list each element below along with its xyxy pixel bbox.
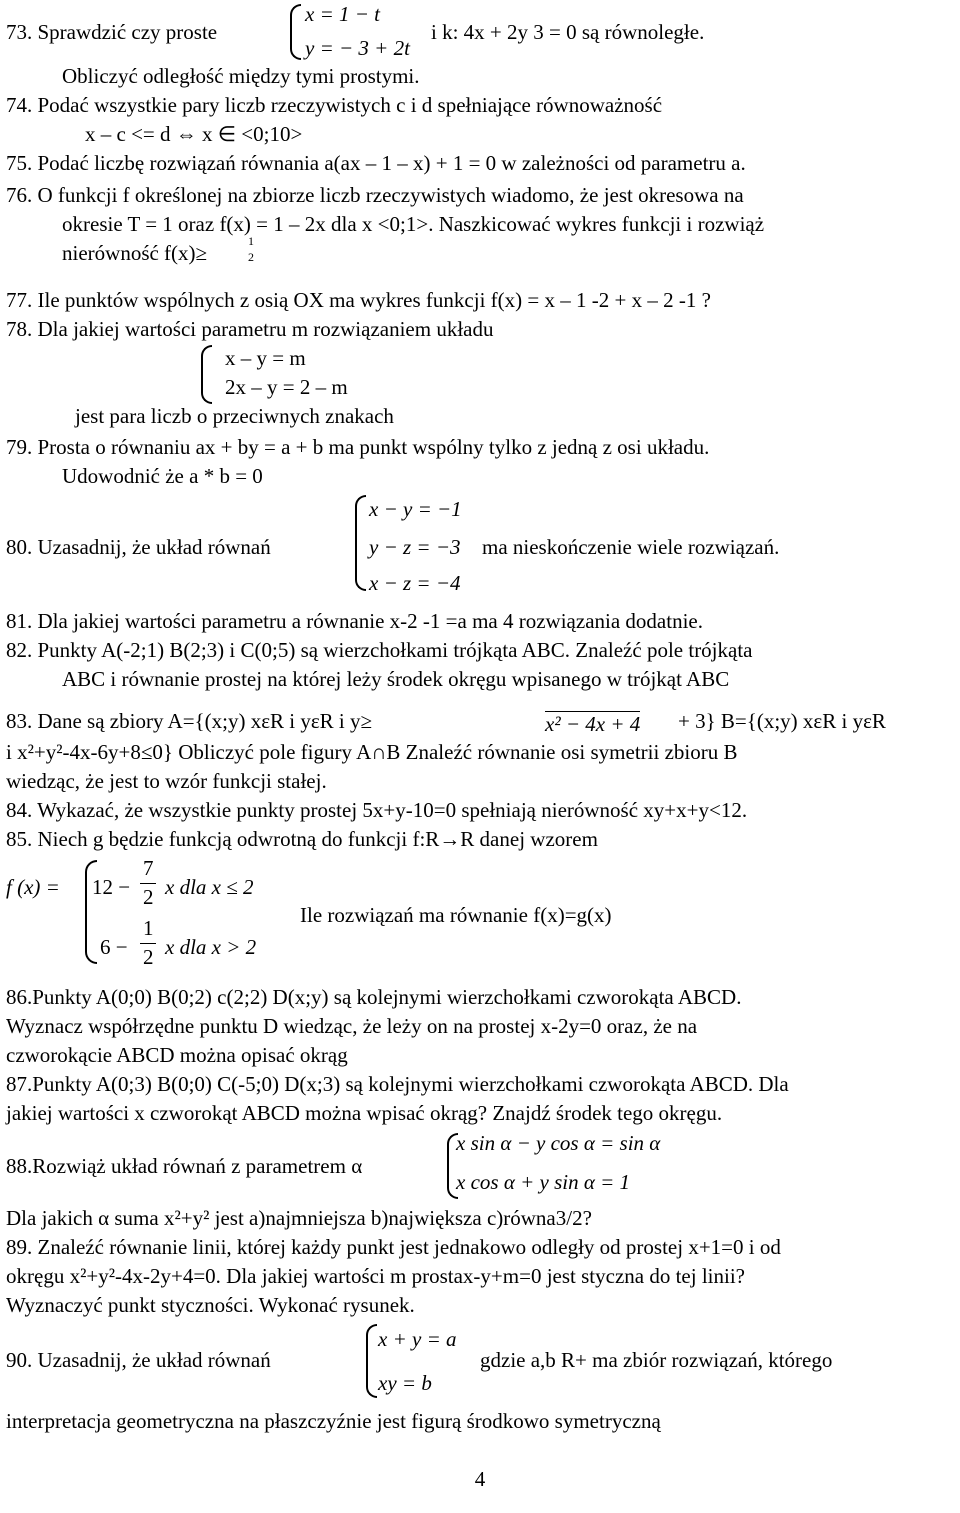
problem-84-line1: 84. Wykazać, że wszystkie punkty prostej 5x+y-10=0 spełniają nierówność xy+x+y<12. <box>6 798 748 822</box>
system-brace <box>201 345 212 404</box>
problem-76-line1: 76. O funkcji f określonej na zbiorze liczb rzeczywistych wiadomo, że jest okresowa na <box>6 183 744 207</box>
problem-83-line2: i x²+y²-4x-6y+8≤0} Obliczyć pole figury A∩B Znaleźć równanie osi symetrii zbioru B <box>6 740 738 764</box>
problem-90-eq1: x + y = a <box>378 1327 457 1351</box>
problem-83-line3: wiedząc, że jest to wzór funkcji stałej. <box>6 769 327 793</box>
problem-73-prefix: 73. Sprawdzić czy proste <box>6 20 218 44</box>
case1-denominator: 2 <box>143 885 154 909</box>
problem-88-eq2: x cos α + y sin α = 1 <box>456 1170 631 1194</box>
case2-denominator: 2 <box>143 945 154 969</box>
problem-80-eq3: x − z = −4 <box>369 571 461 595</box>
problem-80-prefix: 80. Uzasadnij, że układ równań <box>6 535 271 559</box>
page-number: 4 <box>474 1467 486 1491</box>
problem-73-eq2: y = − 3 + 2t <box>305 36 410 60</box>
problem-88-line3: Dla jakich α suma x²+y² jest a)najmniejsza b)największa c)równa3/2? <box>6 1206 592 1230</box>
problem-79-line2: Udowodnić że a * b = 0 <box>62 464 263 488</box>
problem-88-eq1: x sin α − y cos α = sin α <box>456 1131 661 1155</box>
problem-83-sqrt: x² − 4x + 4 <box>545 712 641 736</box>
problem-75-line1: 75. Podać liczbę rozwiązań równania a(ax – 1 – x) + 1 = 0 w zależności od parametru a. <box>6 151 746 175</box>
case1-tail: x dla x ≤ 2 <box>165 875 254 899</box>
problem-89-line3: Wyznaczyć punkt styczności. Wykonać rysunek. <box>6 1293 415 1317</box>
fraction-bar <box>140 883 156 884</box>
case2-numerator: 1 <box>143 916 154 940</box>
problem-85-question: Ile rozwiązań ma równanie f(x)=g(x) <box>300 903 612 927</box>
problem-80-suffix: ma nieskończenie wiele rozwiązań. <box>482 535 780 559</box>
problem-74-line2: x – c <= d ⇔ x ∈ <0;10> <box>85 122 303 146</box>
problem-74-line1: 74. Podać wszystkie pary liczb rzeczywistych c i d spełniające równoważność <box>6 93 663 117</box>
problem-90-prefix: 90. Uzasadnij, że układ równań <box>6 1348 271 1372</box>
problem-76-line3: nierówność f(x)≥ <box>62 241 208 265</box>
system-brace <box>290 4 301 60</box>
problem-80-eq2: y − z = −3 <box>369 535 461 559</box>
problem-86-line2: Wyznacz współrzędne punktu D wiedząc, że leży on na prostej x-2y=0 oraz, że na <box>6 1014 698 1038</box>
fraction-numerator: 1 <box>248 234 254 248</box>
fraction-denominator: 2 <box>248 250 254 264</box>
problem-81-line1: 81. Dla jakiej wartości parametru a równanie x-2 -1 =a ma 4 rozwiązania dodatnie. <box>6 609 703 633</box>
problem-90-suffix: gdzie a,b R+ ma zbiór rozwiązań, którego <box>480 1348 833 1372</box>
problem-78-eq1: x – y = m <box>225 346 306 370</box>
problem-85-line1: 85. Niech g będzie funkcją odwrotną do funkcji f:R→R danej wzorem <box>6 827 598 851</box>
case1-numerator: 7 <box>143 856 154 880</box>
problem-82-line1: 82. Punkty A(-2;1) B(2;3) i C(0;5) są wierzchołkami trójkąta ABC. Znaleźć pole trójkąta <box>6 638 753 662</box>
problem-87-line2: jakiej wartości x czworokąt ABCD można wpisać okrąg? Znajdź środek tego okręgu. <box>6 1101 723 1125</box>
problem-78-line1: 78. Dla jakiej wartości parametru m rozwiązaniem układu <box>6 317 494 341</box>
problem-80-eq1: x − y = −1 <box>369 497 462 521</box>
system-brace <box>355 495 366 591</box>
system-brace <box>366 1324 377 1398</box>
problem-89-line1: 89. Znaleźć równanie linii, której każdy punkt jest jednakowo odległy od prostej x+1=0 i od <box>6 1235 781 1259</box>
problem-73-eq1: x = 1 − t <box>305 2 380 26</box>
problem-90-eq2: xy = b <box>378 1371 432 1395</box>
case2-tail: x dla x > 2 <box>165 935 257 959</box>
problem-73-line2: Obliczyć odległość między tymi prostymi. <box>62 64 420 88</box>
case2-lead: 6 − <box>100 935 128 959</box>
problem-85-fx: f (x) = <box>6 875 60 899</box>
problem-83-line1b: + 3} B={(x;y) xεR i yεR <box>678 709 886 733</box>
problem-88-prefix: 88.Rozwiąż układ równań z parametrem α <box>6 1154 363 1178</box>
problem-73-suffix: i k: 4x + 2y 3 = 0 są równoległe. <box>431 20 705 44</box>
problem-78-eq2: 2x – y = 2 – m <box>225 375 348 399</box>
problem-76-line2: okresie T = 1 oraz f(x) = 1 – 2x dla x <0;1>. Naszkicować wykres funkcji i rozwiąż <box>62 212 765 236</box>
problem-77-line1: 77. Ile punktów wspólnych z osią OX ma wykres funkcji f(x) = x – 1 -2 + x – 2 -1 ? <box>6 288 711 312</box>
problem-83-line1a: 83. Dane są zbiory A={(x;y) xεR i yεR i y≥ <box>6 709 373 733</box>
fraction-bar <box>140 943 156 944</box>
problem-86-line1: 86.Punkty A(0;0) B(0;2) c(2;2) D(x;y) są kolejnymi wierzchołkami czworokąta ABCD. <box>6 985 742 1009</box>
case1-lead: 12 − <box>92 875 131 899</box>
problem-87-line1: 87.Punkty A(0;3) B(0;0) C(-5;0) D(x;3) są kolejnymi wierzchołkami czworokąta ABCD. Dla <box>6 1072 789 1096</box>
problem-86-line3: czworokącie ABCD można opisać okrąg <box>6 1043 348 1067</box>
problem-79-line1: 79. Prosta o równaniu ax + by = a + b ma punkt wspólny tylko z jedną z osi układu. <box>6 435 710 459</box>
problem-90-line2: interpretacja geometryczna na płaszczyźnie jest figurą środkowo symetryczną <box>6 1409 661 1433</box>
problem-82-line2: ABC i równanie prostej na której leży środek okręgu wpisanego w trójkąt ABC <box>62 667 730 691</box>
problem-78-line4: jest para liczb o przeciwnych znakach <box>75 404 394 428</box>
problem-89-line2: okręgu x²+y²-4x-2y+4=0. Dla jakiej wartości m prostax-y+m=0 jest styczna do tej linii? <box>6 1264 745 1288</box>
